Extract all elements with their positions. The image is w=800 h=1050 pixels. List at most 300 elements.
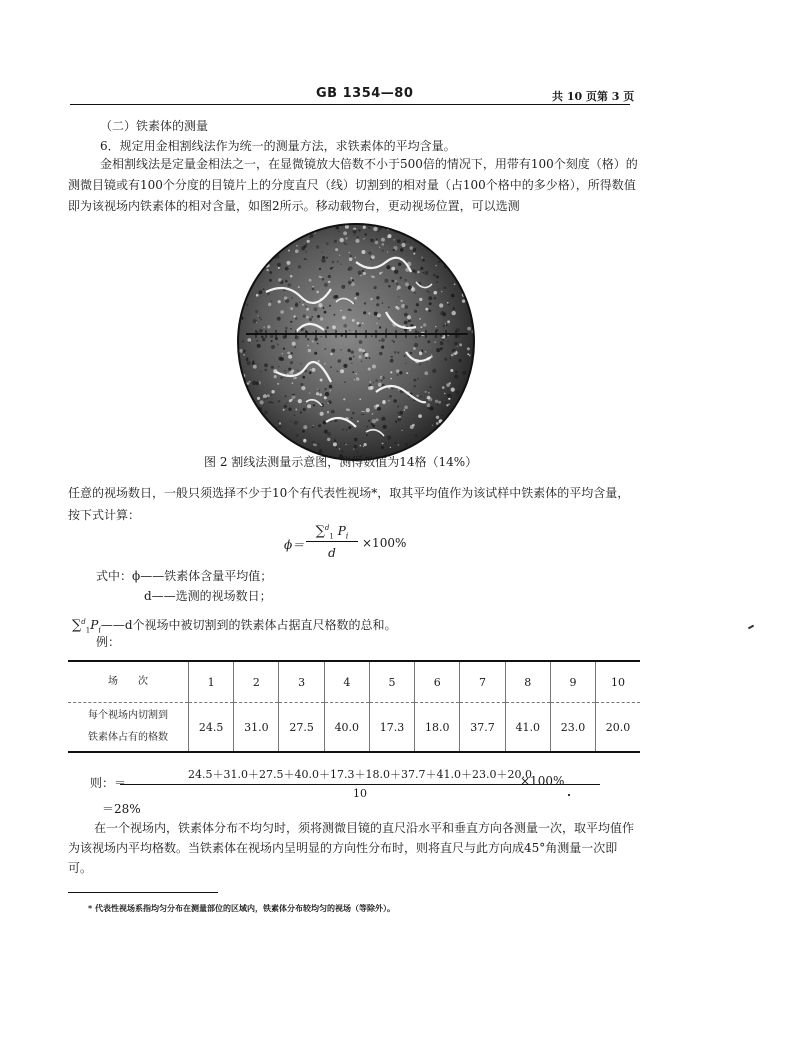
micrograph-texture-dot — [404, 240, 406, 242]
micrograph-texture-dot — [371, 275, 373, 277]
micrograph-texture-dot — [319, 268, 321, 270]
micrograph-texture-dot — [324, 283, 328, 287]
micrograph-texture-dot — [474, 390, 477, 393]
micrograph-texture-dot — [287, 261, 291, 265]
micrograph-texture-dot — [338, 231, 339, 232]
micrograph-texture-dot — [324, 388, 327, 391]
micrograph-texture-dot — [451, 354, 454, 357]
micrograph-texture-dot — [471, 399, 475, 403]
formula-legend — [68, 566, 397, 652]
micrograph-texture-dot — [362, 322, 364, 324]
micrograph-texture-dot — [434, 297, 437, 300]
micrograph-texture-dot — [370, 298, 372, 300]
micrograph-texture-dot — [305, 259, 307, 261]
micrograph-texture-dot — [318, 424, 321, 427]
table-row-values — [68, 703, 640, 753]
micrograph-texture-dot — [248, 282, 251, 285]
micrograph-texture-dot — [461, 276, 465, 280]
micrograph-texture-dot — [303, 328, 305, 330]
micrograph-texture-dot — [367, 410, 368, 411]
micrograph-texture-dot — [367, 426, 369, 428]
micrograph-texture-dot — [360, 275, 362, 277]
micrograph-texture-dot — [452, 222, 455, 225]
micrograph-texture-dot — [327, 412, 329, 414]
micrograph-texture-dot — [332, 267, 334, 269]
micrograph-texture-dot — [429, 302, 432, 305]
micrograph-texture-dot — [239, 349, 243, 353]
micrograph-texture-dot — [290, 321, 292, 323]
micrograph-texture-dot — [370, 381, 372, 383]
micrograph-texture-dot — [247, 395, 248, 396]
micrograph-texture-dot — [310, 222, 314, 225]
micrograph-texture-dot — [404, 305, 408, 309]
micrograph-texture-dot — [277, 263, 281, 267]
micrograph-texture-dot — [309, 392, 311, 394]
micrograph-texture-dot — [246, 357, 248, 359]
micrograph-texture-dot — [252, 274, 254, 276]
micrograph-texture-dot — [465, 280, 469, 284]
micrograph-texture-dot — [312, 286, 314, 288]
example-table — [68, 660, 640, 753]
calc-numerator: 24.5＋31.0＋27.5＋40.0＋17.3＋18.0＋37.7＋41.0＋23.0＋20.0 — [120, 766, 600, 785]
micrograph-texture-dot — [395, 442, 397, 444]
micrograph-texture-dot — [405, 443, 408, 446]
micrograph-texture-dot — [279, 447, 282, 450]
micrograph-texture-dot — [364, 302, 366, 304]
micrograph-texture-dot — [375, 241, 378, 244]
micrograph-texture-dot — [404, 321, 408, 325]
micrograph-texture-dot — [439, 303, 443, 307]
micrograph-texture-dot — [467, 255, 470, 258]
row-label-line-2: 铁素体占有的格数 — [88, 732, 168, 743]
micrograph-texture-dot — [414, 310, 417, 313]
micrograph-texture-dot — [351, 277, 353, 279]
micrograph-texture-dot — [452, 311, 456, 315]
micrograph-texture-dot — [431, 248, 433, 250]
micrograph-texture-dot — [271, 366, 274, 369]
micrograph-texture-dot — [457, 444, 461, 448]
row-label-line-1: 每个视场内切割到 — [88, 710, 168, 721]
micrograph-texture-dot — [368, 227, 370, 229]
micrograph-texture-dot — [341, 335, 343, 337]
micrograph-texture-dot — [302, 430, 305, 433]
micrograph-texture-dot — [264, 224, 268, 228]
micrograph-texture-dot — [395, 227, 398, 230]
micrograph-texture-dot — [369, 357, 371, 359]
micrograph-texture-dot — [264, 327, 265, 328]
micrograph-texture-dot — [387, 436, 391, 440]
legend-sum-lower: 1 — [85, 626, 91, 635]
table-field: 3 — [279, 661, 324, 703]
micrograph-texture-dot — [382, 376, 385, 379]
micrograph-texture-dot — [370, 239, 374, 243]
micrograph-texture-dot — [268, 303, 271, 306]
micrograph-texture-dot — [363, 238, 365, 240]
micrograph-texture-dot — [312, 368, 316, 372]
micrograph-texture-dot — [318, 360, 320, 362]
micrograph-texture-dot — [379, 247, 380, 248]
micrograph-texture-dot — [410, 246, 414, 250]
micrograph-texture-dot — [306, 244, 308, 246]
micrograph-texture-dot — [448, 403, 450, 405]
micrograph-texture-dot — [440, 313, 441, 314]
micrograph-texture-dot — [372, 413, 374, 415]
legend-term-index: i — [98, 625, 101, 635]
micrograph-texture-dot — [419, 318, 421, 320]
micrograph-texture-dot — [415, 434, 418, 437]
micrograph-texture-dot — [373, 382, 374, 383]
micrograph-texture-dot — [465, 442, 469, 446]
micrograph-texture-dot — [405, 283, 409, 287]
micrograph-texture-dot — [436, 422, 439, 425]
micrograph-texture-dot — [436, 348, 440, 352]
micrograph-texture-dot — [379, 352, 382, 355]
micrograph-texture-dot — [273, 243, 276, 246]
table-cell: 40.0 — [324, 703, 369, 753]
calc-result: ＝28% — [102, 802, 141, 816]
micrograph-texture-dot — [359, 348, 363, 352]
micrograph-texture-dot — [405, 224, 407, 226]
micrograph-texture-dot — [381, 272, 383, 274]
micrograph-texture-dot — [329, 305, 331, 307]
micrograph-texture-dot — [247, 262, 251, 266]
micrograph-texture-dot — [285, 327, 288, 330]
micrograph-texture-dot — [278, 366, 279, 367]
micrograph-texture-dot — [284, 370, 286, 372]
micrograph-texture-dot — [464, 238, 467, 241]
micrograph-texture-dot — [255, 250, 259, 254]
micrograph-texture-dot — [289, 399, 292, 402]
micrograph-texture-dot — [358, 355, 361, 358]
micrograph-texture-dot — [401, 300, 403, 302]
micrograph-texture-dot — [373, 227, 377, 231]
micrograph-texture-dot — [303, 315, 306, 318]
micrograph-texture-dot — [424, 371, 428, 375]
micrograph-texture-dot — [435, 326, 436, 327]
micrograph-texture-dot — [330, 353, 333, 356]
micrograph-texture-dot — [260, 318, 262, 320]
micrograph-texture-dot — [245, 393, 246, 394]
micrograph-texture-dot — [273, 436, 276, 439]
micrograph-texture-dot — [470, 355, 472, 357]
micrograph-texture-dot — [466, 246, 469, 249]
micrograph-texture-dot — [357, 236, 359, 238]
micrograph-texture-dot — [241, 276, 243, 278]
micrograph-texture-dot — [404, 313, 408, 317]
micrograph-texture-dot — [278, 420, 279, 421]
micrograph-texture-dot — [249, 381, 251, 383]
micrograph-texture-dot — [383, 425, 387, 429]
micrograph-texture-dot — [431, 355, 432, 356]
micrograph-texture-dot — [376, 303, 379, 306]
micrograph-texture-dot — [376, 238, 378, 240]
micrograph-texture-dot — [398, 390, 399, 391]
micrograph-texture-dot — [454, 374, 458, 378]
micrograph-texture-dot — [448, 304, 450, 306]
micrograph-texture-dot — [407, 315, 411, 319]
micrograph-texture-dot — [291, 352, 293, 354]
micrograph-texture-dot — [292, 342, 296, 346]
micrograph-texture-dot — [274, 222, 277, 224]
micrograph-texture-dot — [394, 351, 397, 354]
micrograph-texture-dot — [306, 251, 308, 253]
micrograph-texture-dot — [458, 228, 462, 232]
micrograph-texture-dot — [271, 345, 275, 349]
micrograph-texture-dot — [462, 299, 465, 302]
micrograph-texture-dot — [262, 338, 265, 341]
table-cell: 24.5 — [189, 703, 234, 753]
micrograph-texture-dot — [343, 231, 347, 235]
micrograph-texture-dot — [416, 395, 418, 397]
micrograph-texture-dot — [413, 248, 417, 252]
micrograph-texture-dot — [302, 376, 305, 379]
micrograph-texture-dot — [459, 410, 461, 412]
micrograph-texture-dot — [432, 369, 436, 373]
micrograph-texture-dot — [328, 281, 330, 283]
table-cell: 20.0 — [596, 703, 640, 753]
micrograph-texture-dot — [368, 252, 371, 255]
micrograph-texture-dot — [374, 286, 377, 289]
micrograph-texture-dot — [311, 316, 313, 318]
micrograph-texture-dot — [444, 287, 446, 289]
term-p: P — [337, 524, 346, 538]
micrograph-texture-dot — [473, 379, 475, 381]
micrograph-texture-dot — [248, 222, 252, 226]
micrograph-texture-dot — [344, 243, 346, 245]
micrograph-texture-dot — [265, 427, 269, 431]
micrograph-texture-dot — [425, 391, 427, 393]
micrograph-texture-dot — [472, 390, 475, 393]
table-field: 1 — [189, 661, 234, 703]
micrograph-texture-dot — [257, 331, 259, 333]
micrograph-texture-dot — [261, 335, 264, 338]
micrograph-texture-dot — [313, 404, 315, 406]
micrograph-texture-dot — [447, 261, 451, 265]
micrograph-texture-dot — [462, 413, 465, 416]
micrograph-texture-dot — [419, 364, 421, 366]
table-field: 10 — [596, 661, 640, 703]
micrograph-texture-dot — [314, 338, 317, 341]
micrograph-texture-dot — [397, 406, 399, 408]
micrograph-texture-dot — [318, 303, 322, 307]
micrograph-texture-dot — [300, 411, 302, 413]
micrograph-texture-dot — [244, 438, 248, 442]
scan-speck — [748, 625, 754, 630]
micrograph-texture-dot — [276, 232, 280, 236]
micrograph-texture-dot — [313, 222, 317, 225]
micrograph-texture-dot — [404, 406, 408, 410]
micrograph-texture-dot — [445, 402, 447, 404]
micrograph-texture-dot — [377, 313, 381, 317]
micrograph-texture-dot — [409, 329, 412, 332]
micrograph-texture-dot — [337, 261, 338, 262]
micrograph-texture-dot — [288, 368, 291, 371]
micrograph-texture-dot — [271, 390, 274, 393]
micrograph-texture-dot — [466, 442, 470, 446]
item-6: 6．规定用金相割线法作为统一的测量方法，求铁素体的平均含量。 — [100, 139, 456, 153]
micrograph-texture-dot — [387, 251, 388, 252]
micrograph-texture-dot — [447, 341, 448, 342]
micrograph-texture-dot — [357, 421, 359, 423]
micrograph-texture-dot — [319, 393, 322, 396]
micrograph-texture-dot — [281, 377, 283, 379]
micrograph-texture-dot — [399, 371, 402, 374]
micrograph-texture-dot — [331, 349, 335, 353]
micrograph-texture-dot — [314, 307, 318, 311]
micrograph-texture-dot — [296, 245, 297, 246]
micrograph-texture-dot — [436, 241, 437, 242]
micrograph-texture-dot — [244, 250, 247, 253]
micrograph-texture-dot — [324, 396, 327, 399]
micrograph-texture-dot — [322, 278, 325, 281]
micrograph-texture-dot — [397, 412, 398, 413]
micrograph-texture-dot — [249, 425, 253, 429]
micrograph-texture-dot — [379, 272, 381, 274]
micrograph-texture-dot — [246, 403, 248, 405]
micrograph-texture-dot — [425, 224, 429, 228]
micrograph-texture-dot — [343, 364, 347, 368]
micrograph-texture-dot — [390, 378, 392, 380]
micrograph-texture-dot — [400, 248, 404, 252]
micrograph-texture-dot — [429, 406, 433, 410]
micrograph-texture-dot — [394, 270, 398, 274]
micrograph-texture-dot — [340, 369, 344, 373]
micrograph-texture-dot — [277, 317, 281, 321]
micrograph-texture-dot — [271, 300, 273, 302]
micrograph-texture-dot — [238, 400, 241, 403]
micrograph-texture-dot — [438, 433, 442, 437]
micrograph-texture-dot — [376, 296, 379, 299]
sum-lower: 1 — [329, 532, 334, 541]
micrograph-texture-dot — [307, 404, 311, 408]
micrograph-texture-dot — [365, 357, 367, 359]
table-cell: 41.0 — [505, 703, 550, 753]
micrograph-texture-dot — [270, 401, 272, 403]
micrograph-texture-dot — [312, 441, 314, 443]
micrograph-texture-dot — [334, 314, 336, 316]
micrograph-texture-dot — [378, 317, 380, 319]
calc-denominator: 10 — [353, 787, 367, 800]
micrograph-texture-dot — [309, 279, 312, 282]
micrograph-texture-dot — [456, 354, 458, 356]
micrograph-texture-dot — [304, 258, 306, 260]
micrograph-texture-dot — [348, 281, 352, 285]
micrograph-texture-dot — [390, 447, 391, 448]
micrograph-texture-dot — [290, 222, 293, 225]
micrograph-texture-dot — [354, 379, 355, 380]
micrograph-texture-dot — [291, 224, 295, 228]
micrograph-texture-dot — [384, 279, 388, 283]
micrograph-texture-dot — [379, 340, 381, 342]
micrograph-texture-dot — [422, 442, 423, 443]
micrograph-texture-dot — [301, 386, 305, 390]
micrograph-texture-dot — [446, 404, 448, 406]
micrograph-texture-dot — [303, 425, 307, 429]
micrograph-texture-dot — [314, 442, 316, 444]
micrograph-texture-dot — [312, 340, 314, 342]
micrograph-texture-dot — [436, 281, 438, 283]
micrograph-texture-dot — [302, 304, 304, 306]
micrograph-texture-dot — [445, 323, 446, 324]
micrograph-texture-dot — [270, 394, 272, 396]
micrograph-texture-dot — [354, 297, 357, 300]
sum-symbol: ∑ — [315, 524, 325, 539]
micrograph-texture-dot — [278, 231, 281, 234]
micrograph-texture-dot — [474, 408, 476, 412]
micrograph-texture-dot — [423, 323, 426, 326]
micrograph-texture-dot — [344, 443, 345, 444]
calc-prefix: 则：＝ — [90, 776, 127, 790]
micrograph-texture-dot — [393, 223, 394, 224]
micrograph-texture-dot — [368, 368, 371, 371]
micrograph-texture-dot — [451, 419, 455, 423]
micrograph-texture-dot — [437, 404, 438, 405]
micrograph-texture-dot — [451, 294, 455, 298]
micrograph-texture-dot — [324, 348, 326, 350]
micrograph-texture-dot — [282, 353, 283, 354]
micrograph-texture-dot — [447, 394, 451, 398]
micrograph-texture-dot — [410, 352, 412, 354]
micrograph-texture-dot — [414, 292, 416, 294]
formula-denominator: d — [328, 546, 336, 560]
micrograph-texture-dot — [247, 427, 249, 429]
micrograph-texture-dot — [359, 399, 361, 401]
micrograph-texture-dot — [436, 275, 439, 278]
micrograph-texture-dot — [257, 315, 258, 316]
micrograph-texture-dot — [432, 425, 433, 426]
micrograph-texture-dot — [377, 407, 381, 411]
micrograph-texture-dot — [349, 257, 353, 261]
micrograph-texture-dot — [381, 345, 384, 348]
micrograph-texture-dot — [400, 277, 403, 280]
micrograph-texture-dot — [260, 225, 262, 227]
micrograph-texture-dot — [360, 445, 362, 447]
micrograph-texture-dot — [309, 237, 310, 238]
micrograph-texture-dot — [271, 440, 273, 442]
micrograph-texture-dot — [417, 271, 419, 273]
micrograph-texture-dot — [328, 403, 329, 404]
micrograph-texture-dot — [420, 267, 423, 270]
micrograph-texture-dot — [418, 229, 422, 233]
micrograph-texture-dot — [332, 261, 335, 264]
micrograph-texture-dot — [240, 261, 242, 263]
micrograph-texture-dot — [354, 438, 357, 441]
table-header-label: 场 次 — [68, 661, 189, 703]
micrograph-texture-dot — [445, 262, 446, 263]
micrograph-texture-dot — [444, 358, 447, 361]
micrograph-texture-dot — [411, 287, 415, 291]
micrograph-texture-dot — [295, 409, 297, 411]
micrograph-texture-dot — [388, 234, 392, 238]
micrograph-texture-dot — [256, 294, 259, 297]
micrograph-texture-dot — [381, 380, 383, 382]
micrograph-texture-dot — [404, 355, 406, 357]
micrograph-texture-dot — [357, 322, 360, 325]
micrograph-texture-dot — [237, 297, 239, 299]
micrograph-texture-dot — [278, 233, 282, 237]
micrograph-texture-dot — [356, 377, 359, 380]
micrograph-texture-dot — [292, 233, 296, 237]
micrograph-texture-dot — [362, 250, 366, 254]
micrograph-texture-dot — [316, 245, 319, 248]
micrograph-texture-dot — [382, 250, 384, 252]
term-index: i — [345, 531, 349, 541]
micrograph-texture-dot — [427, 290, 429, 292]
micrograph-texture-dot — [371, 255, 375, 259]
micrograph-texture-dot — [425, 351, 427, 353]
micrograph-texture-dot — [472, 224, 474, 226]
micrograph-texture-dot — [267, 325, 270, 328]
